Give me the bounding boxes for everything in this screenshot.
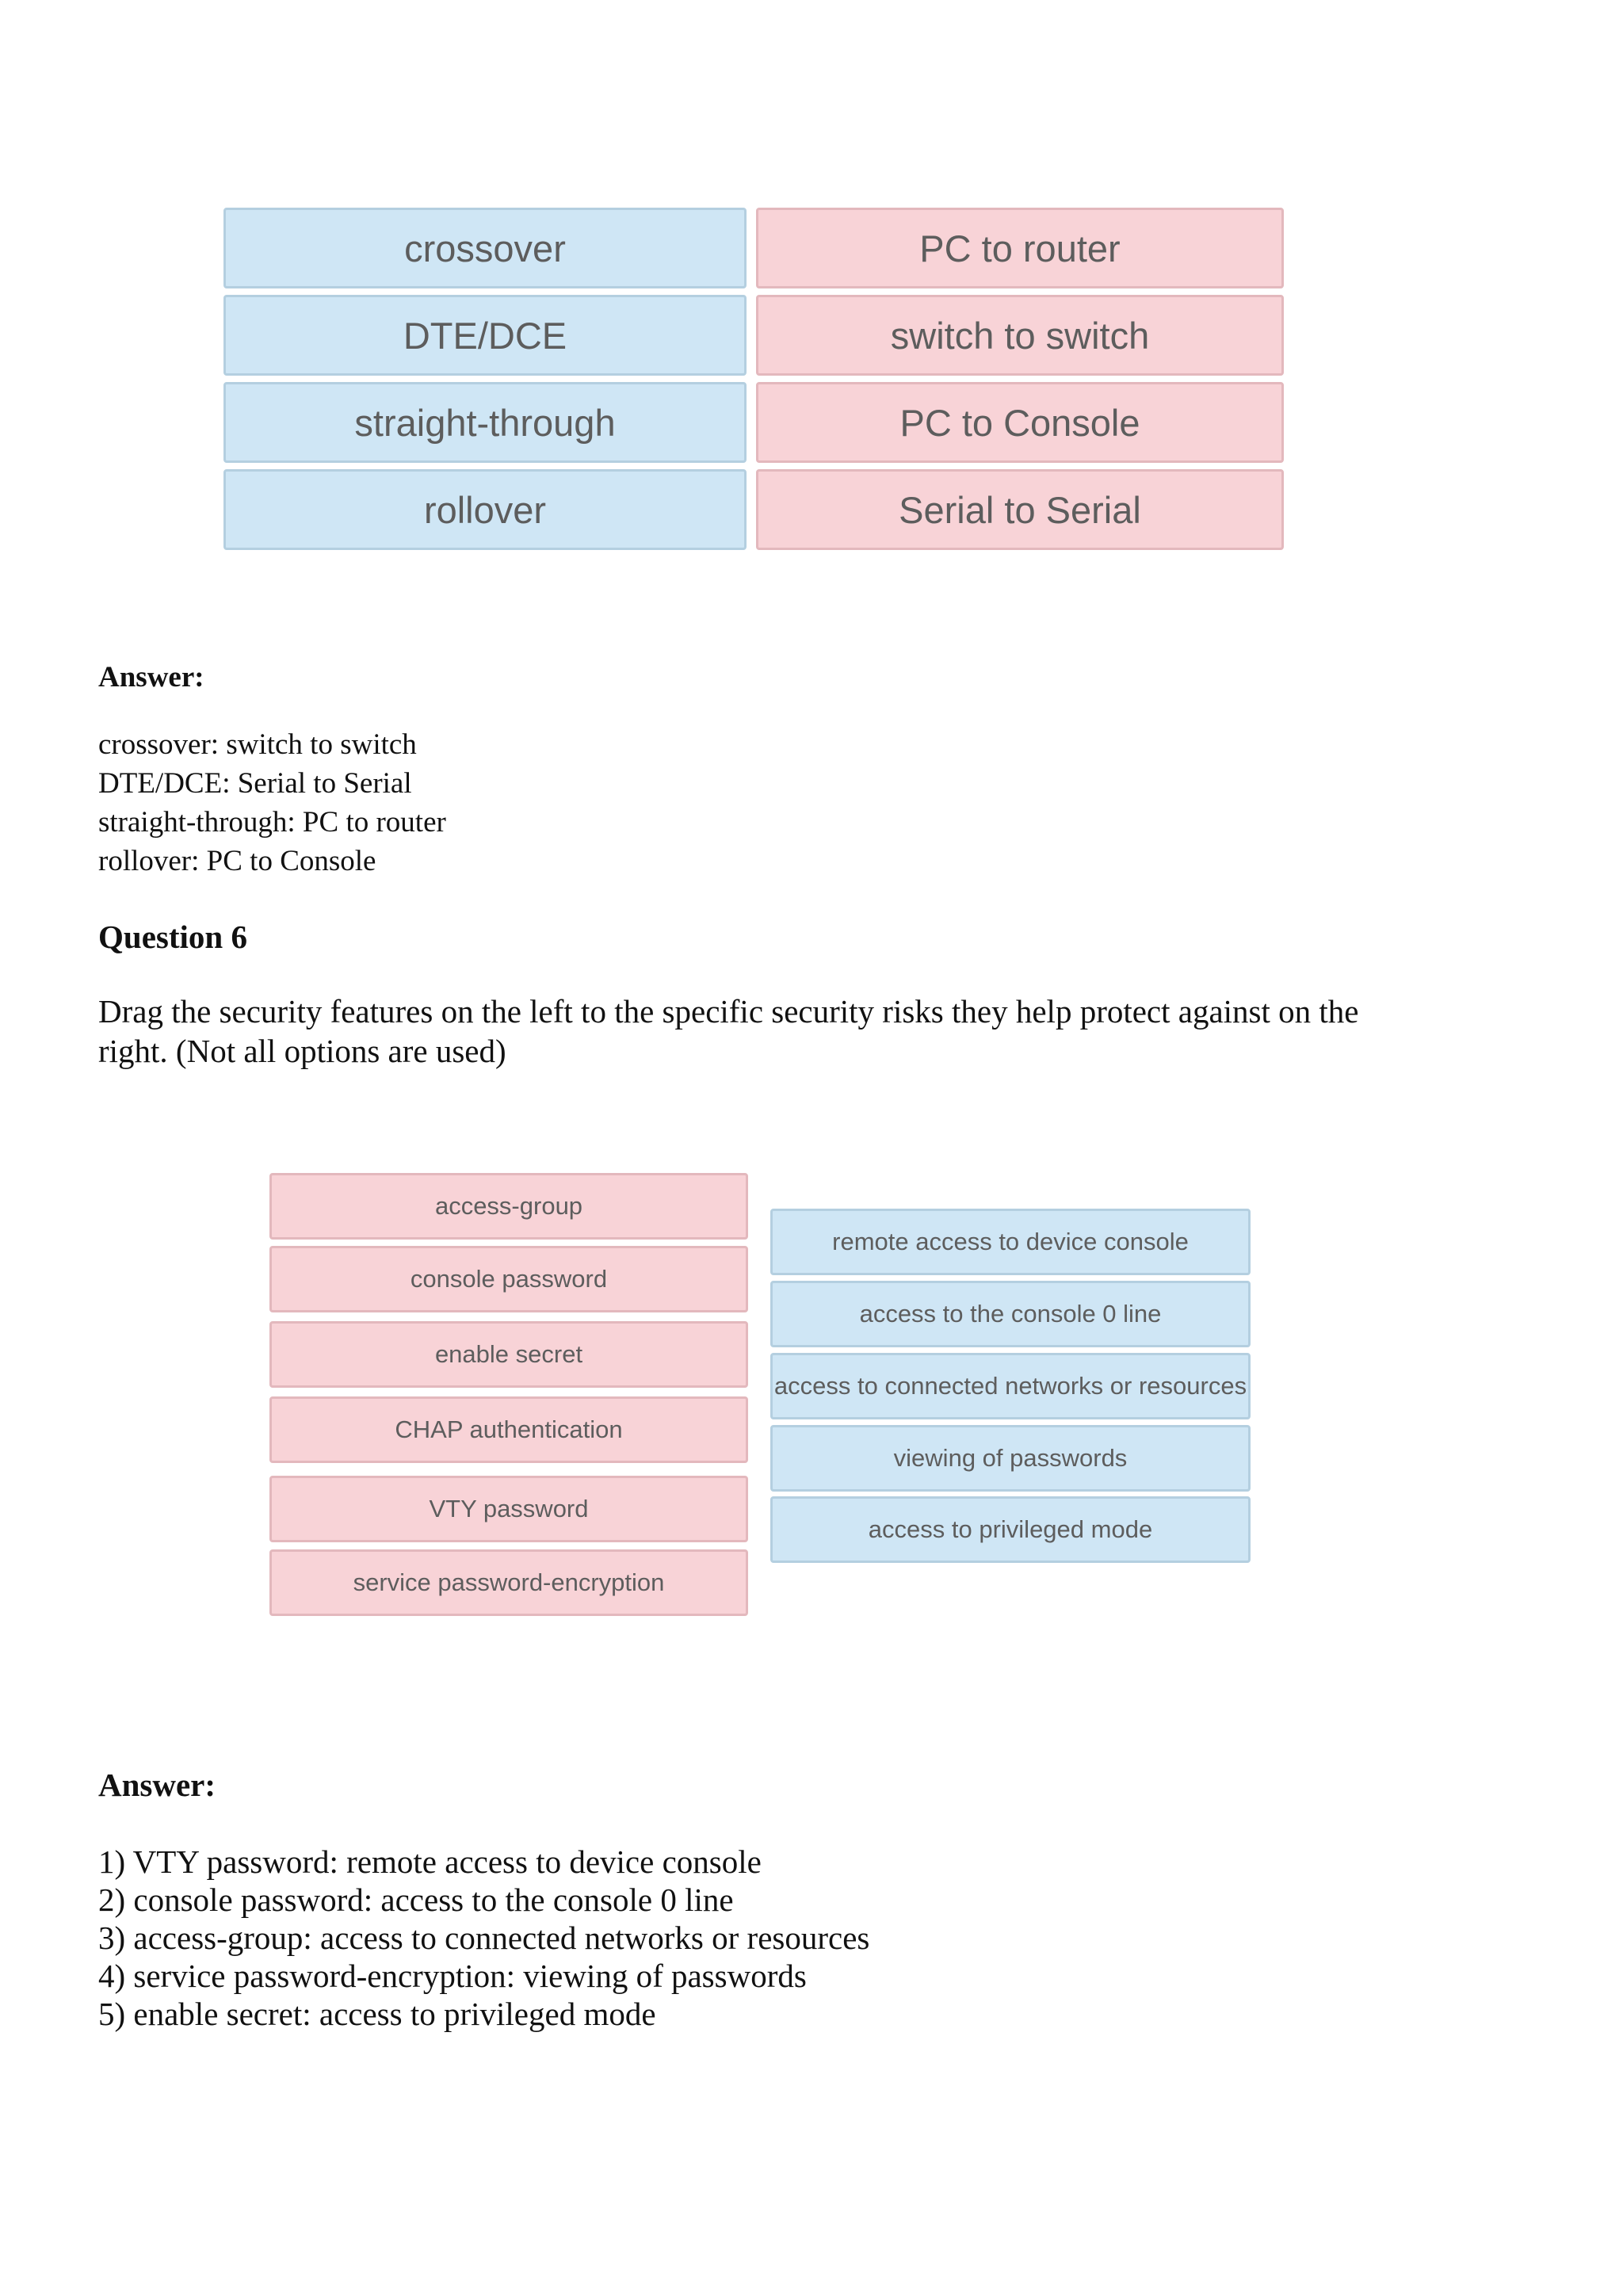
feature-service-password-encryption[interactable]: service password-encryption xyxy=(269,1549,748,1616)
q5-answer-line-4: rollover: PC to Console xyxy=(98,845,376,877)
cable-target-switch-to-switch[interactable]: switch to switch xyxy=(756,295,1284,376)
q6-title: Question 6 xyxy=(98,919,247,955)
feature-chap-authentication[interactable]: CHAP authentication xyxy=(269,1396,748,1463)
risk-remote-access[interactable]: remote access to device console xyxy=(770,1209,1251,1275)
q6-answer-line-5: 5) enable secret: access to privileged mode xyxy=(98,1996,656,2032)
feature-console-password[interactable]: console password xyxy=(269,1246,748,1312)
risk-privileged-mode[interactable]: access to privileged mode xyxy=(770,1496,1251,1563)
risk-connected-networks[interactable]: access to connected networks or resources xyxy=(770,1353,1251,1419)
feature-access-group[interactable]: access-group xyxy=(269,1173,748,1240)
q5-answer-line-3: straight-through: PC to router xyxy=(98,806,446,839)
q6-answer-line-1: 1) VTY password: remote access to device console xyxy=(98,1843,762,1880)
cable-target-serial-to-serial[interactable]: Serial to Serial xyxy=(756,469,1284,550)
q6-answer-line-3: 3) access-group: access to connected networks or resources xyxy=(98,1920,870,1956)
q5-answer-line-2: DTE/DCE: Serial to Serial xyxy=(98,767,412,800)
cable-target-pc-to-router[interactable]: PC to router xyxy=(756,208,1284,288)
q5-answer-heading: Answer: xyxy=(98,661,204,693)
cable-term-crossover[interactable]: crossover xyxy=(223,208,747,288)
cable-term-straight-through[interactable]: straight-through xyxy=(223,382,747,463)
q6-prompt-line-2: right. (Not all options are used) xyxy=(98,1033,506,1069)
feature-enable-secret[interactable]: enable secret xyxy=(269,1321,748,1388)
q5-answer-line-1: crossover: switch to switch xyxy=(98,728,417,761)
feature-vty-password[interactable]: VTY password xyxy=(269,1476,748,1542)
cable-term-dte-dce[interactable]: DTE/DCE xyxy=(223,295,747,376)
q6-answer-line-4: 4) service password-encryption: viewing of passwords xyxy=(98,1958,807,1994)
risk-console-line[interactable]: access to the console 0 line xyxy=(770,1281,1251,1347)
cable-target-pc-to-console[interactable]: PC to Console xyxy=(756,382,1284,463)
risk-viewing-passwords[interactable]: viewing of passwords xyxy=(770,1425,1251,1492)
q6-prompt-line-1: Drag the security features on the left to the specific security risks they help protect against on the xyxy=(98,993,1359,1030)
q6-answer-line-2: 2) console password: access to the console 0 line xyxy=(98,1881,734,1918)
cable-term-rollover[interactable]: rollover xyxy=(223,469,747,550)
q6-answer-heading: Answer: xyxy=(98,1767,216,1803)
